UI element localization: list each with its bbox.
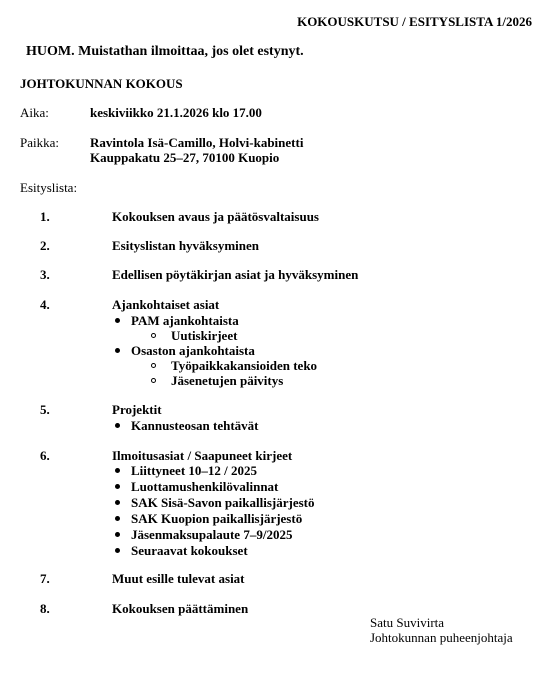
signature-name: Satu Suvivirta [370, 615, 445, 630]
bullet-dot-icon [115, 516, 120, 521]
agenda-item-6-sub-3: SAK Sisä-Savon paikallisjärjestö [131, 495, 315, 510]
agenda-item-4-sub-1-1: Uutiskirjeet [171, 328, 238, 343]
agenda-item-6-sub-4: SAK Kuopion paikallisjärjestö [131, 511, 303, 526]
agenda-item-5-number: 5. [40, 402, 50, 417]
agenda-item-7-number: 7. [40, 571, 50, 586]
agenda-item-8-number: 8. [40, 601, 50, 616]
agenda-item-3-title: Edellisen pöytäkirjan asiat ja hyväksyminen [112, 267, 359, 282]
time-value: keskiviikko 21.1.2026 klo 17.00 [90, 105, 262, 120]
bullet-dot-icon [115, 532, 120, 537]
signature-role: Johtokunnan puheenjohtaja [370, 630, 513, 645]
agenda-item-4-number: 4. [40, 297, 50, 312]
place-line-1: Ravintola Isä-Camillo, Holvi-kabinetti [90, 135, 304, 150]
agenda-item-6-sub-2: Luottamushenkilövalinnat [131, 479, 279, 494]
agenda-item-6-sub-5: Jäsenmaksupalaute 7–9/2025 [131, 527, 293, 542]
agenda-item-1-title: Kokouksen avaus ja päätösvaltaisuus [112, 209, 319, 224]
agenda-item-4-sub-2-2: Jäsenetujen päivitys [171, 373, 284, 388]
agenda-item-6-sub-1: Liittyneet 10–12 / 2025 [131, 463, 258, 478]
agenda-item-2-number: 2. [40, 238, 50, 253]
agenda-item-6-sub-6: Seuraavat kokoukset [131, 543, 248, 558]
agenda-item-4-sub-1: PAM ajankohtaista [131, 313, 239, 328]
agenda-item-1-number: 1. [40, 209, 50, 224]
agenda-item-6-title: Ilmoitusasiat / Saapuneet kirjeet [112, 448, 293, 463]
bullet-circle-icon [151, 363, 156, 368]
agenda-item-2-title: Esityslistan hyväksyminen [112, 238, 260, 253]
meeting-title: JOHTOKUNNAN KOKOUS [20, 76, 183, 91]
notice-text: HUOM. Muistathan ilmoittaa, jos olet estynyt. [26, 44, 304, 59]
agenda-item-4-sub-2-1: Työpaikkakansioiden teko [171, 358, 318, 373]
agenda-item-8-title: Kokouksen päättäminen [112, 601, 249, 616]
agenda-item-7-title: Muut esille tulevat asiat [112, 571, 245, 586]
bullet-dot-icon [115, 500, 120, 505]
bullet-dot-icon [115, 548, 120, 553]
place-line-2: Kauppakatu 25–27, 70100 Kuopio [90, 150, 280, 165]
document-header-title: KOKOUSKUTSU / ESITYSLISTA 1/2026 [297, 14, 532, 29]
agenda-item-6-number: 6. [40, 448, 50, 463]
bullet-dot-icon [115, 484, 120, 489]
bullet-dot-icon [115, 348, 120, 353]
bullet-circle-icon [151, 378, 156, 383]
bullet-dot-icon [115, 318, 120, 323]
agenda-item-5-sub-1: Kannusteosan tehtävät [131, 418, 259, 433]
agenda-item-4-sub-2: Osaston ajankohtaista [131, 343, 255, 358]
agenda-label: Esityslista: [20, 180, 78, 195]
bullet-dot-icon [115, 423, 120, 428]
agenda-item-4-title: Ajankohtaiset asiat [112, 297, 220, 312]
agenda-item-3-number: 3. [40, 267, 50, 282]
bullet-dot-icon [115, 468, 120, 473]
agenda-item-5-title: Projektit [112, 402, 162, 417]
time-label: Aika: [20, 105, 49, 120]
bullet-circle-icon [151, 333, 156, 338]
place-label: Paikka: [20, 135, 59, 150]
